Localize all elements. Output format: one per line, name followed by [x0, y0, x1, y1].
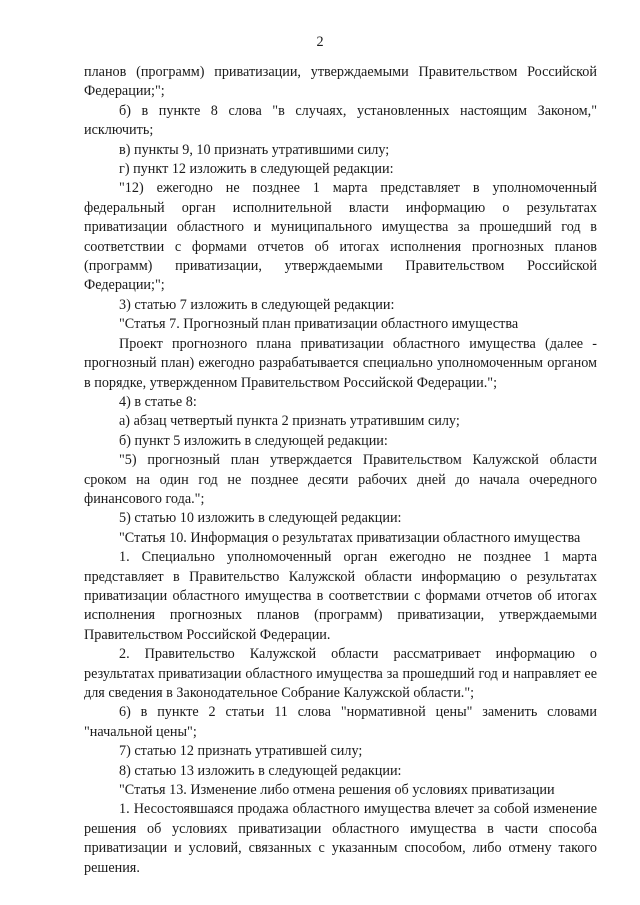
paragraph: 6) в пункте 2 статьи 11 слова "нормативной цены" заменить словами "начальной цены"; — [84, 704, 597, 740]
paragraph: г) пункт 12 изложить в следующей редакции: — [119, 161, 394, 178]
paragraph: "12) ежегодно не позднее 1 марта представляет в уполномоченный федеральный орган исполнительной власти информацию о результатах приватизации областного и муниципального имущества за прошедший год в соответствии с формами отчетов об итогах исполнения прогнозных планов (программ) приватизации, утверждаемыми Правительством Российской Федерации;"; — [84, 180, 597, 294]
paragraph: "Статья 7. Прогнозный план приватизации областного имущества — [119, 316, 519, 333]
paragraph: Проект прогнозного плана приватизации областного имущества (далее - прогнозный план) ежегодно разрабатывается специально уполномоченным органом в порядке, утвержденном Правительством Российской Федерации."; — [84, 335, 597, 391]
paragraph: 1. Специально уполномоченный орган ежегодно не позднее 1 марта представляет в Правительство Калужской области информацию о результатах приватизации областного имущества в соответствии с формами отчетов об итогах исполнения прогнозных планов (программ) приватизации, утверждаемыми Правительством Российской Федерации. — [84, 549, 597, 643]
paragraph: 3) статью 7 изложить в следующей редакции: — [119, 296, 395, 313]
paragraph: "Статья 10. Информация о результатах приватизации областного имущества — [119, 529, 581, 546]
paragraph: "5) прогнозный план утверждается Правительством Калужской области сроком на один год не позднее десяти рабочих дней до начала очередного финансового года."; — [84, 452, 597, 507]
paragraph: планов (программ) приватизации, утверждаемыми Правительством Российской Федерации;"; — [84, 64, 597, 100]
paragraph: 7) статью 12 признать утратившей силу; — [119, 743, 363, 760]
paragraph: "Статья 13. Изменение либо отмена решения об условиях приватизации — [119, 782, 555, 799]
document-body — [84, 63, 597, 878]
paragraph: 5) статью 10 изложить в следующей редакции: — [119, 510, 402, 527]
paragraph: 4) в статье 8: — [119, 393, 197, 410]
paragraph: 8) статью 13 изложить в следующей редакции: — [119, 762, 402, 779]
paragraph: в) пункты 9, 10 признать утратившими силу; — [119, 141, 390, 158]
paragraph: б) в пункте 8 слова "в случаях, установленных настоящим Законом," исключить; — [84, 102, 597, 139]
paragraph: а) абзац четвертый пункта 2 признать утратившим силу; — [119, 413, 460, 430]
paragraph: 1. Несостоявшаяся продажа областного имущества влечет за собой изменение решения об условиях приватизации областного имущества в части способа приватизации и условий, связанных с указанным способом, либо отмену такого решения. — [84, 801, 597, 876]
paragraph: 2. Правительство Калужской области рассматривает информацию о результатах приватизации областного имущества за прошедший год и направляет ее для сведения в Законодательное Собрание Калужской области."; — [84, 646, 597, 701]
paragraph: б) пункт 5 изложить в следующей редакции: — [119, 432, 388, 449]
page-number: 2 — [316, 34, 324, 50]
